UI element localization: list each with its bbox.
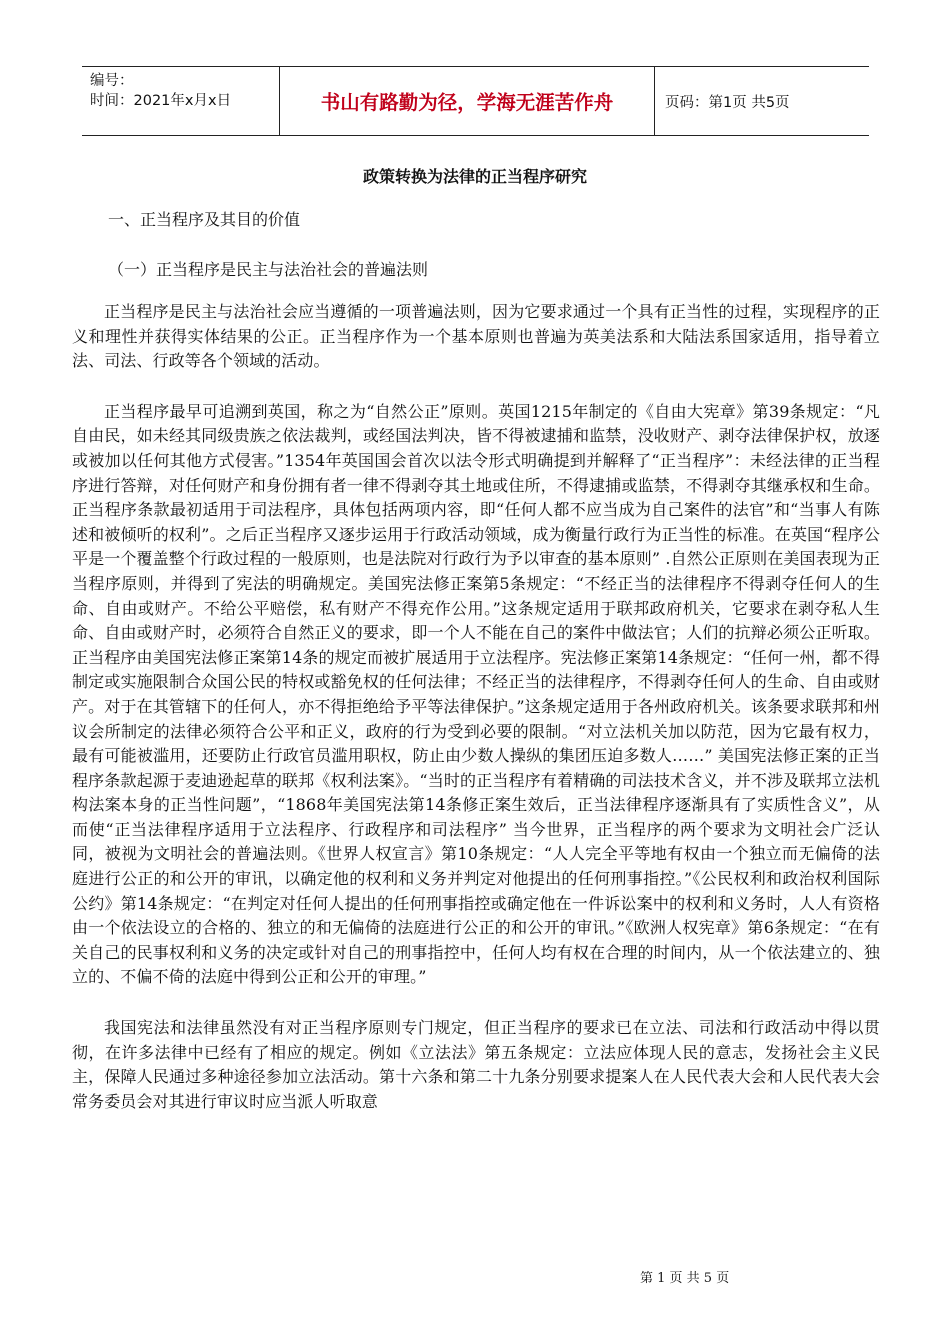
header-number-label: 编号： — [90, 73, 134, 89]
paragraph-1: 正当程序是民主与法治社会应当遵循的一项普遍法则，因为它要求通过一个具有正当性的过程，实现程序的正义和理性并获得实体结果的公正。正当程序作为一个基本原则也普遍为英美法系和大陆法系国家适用，指导着立法、司法、行政等各个领域的活动。 — [72, 302, 880, 371]
header-meta — [82, 67, 280, 135]
header-date: 时间：2021年x月x日 — [90, 93, 232, 109]
document-title: 政策转换为法律的正当程序研究 — [362, 167, 587, 186]
header-motto: 书山有路勤为径，学海无涯苦作舟 — [280, 67, 655, 135]
paragraph-2: 正当程序最早可追溯到英国，称之为“自然公正”原则。英国1215年制定的《自由大宪章》第39条规定：“凡自由民，如未经其同级贵族之依法裁判，或经国法判决，皆不得被逮捕和监禁，没收财产、剥夺法律保护权，放逐或被加以任何其他方式侵害。”1354年英国国会首次以法令形式明确提到并解释了“正当程序”：未经法律的正当程序进行答辩，对任何财产和身份拥有者一律不得剥夺其土地或住所，不得逮捕或监禁，不得剥夺其继承权和生命。正当程序条款最初适用于司法程序，具体包括两项内容，即“任何人都不应当成为自己案件的法官”和“当事人有陈述和被倾听的权利”。之后正当程序又逐步运用于行政活动领域，成为衡量行政行为正当性的标准。在英国“程序公平是一个覆盖整个行政过程的一般原则，也是法院对行政行为予以审查的基本原则” .自然公正原则在美国表现为正当程序原则，并得到了宪法的明确规定。美国宪法修正案第5条规定：“不经正当的法律程序不得剥夺任何人的生命、自由或财产。不给公平赔偿，私有财产不得充作公用。”这条规定适用于联邦政府机关，它要求在剥夺私人生命、自由或财产时，必须符合自然正义的要求，即一个人不能在自己的案件中做法官；人们的抗辩必须公正听取。正当程序由美国宪法修正案第14条的规定而被扩展适用于立法程序。宪法修正案第14条规定：“任何一州，都不得制定或实施限制合众国公民的特权或豁免权的任何法律；不经正当的法律程序，不得剥夺任何人的生命、自由或财产。对于在其管辖下的任何人，亦不得拒绝给予平等法律保护。”这条规定适用于各州政府机关。该条要求联邦和州议会所制定的法律必须符合公平和正义，政府的行为受到必要的限制。“对立法机关加以防范，因为它最有权力，最有可能被滥用，还要防止行政官员滥用职权，防止由少数人操纵的集团压迫多数人……” 美国宪法修正案的正当程序条款起源于麦迪逊起草的联邦《权利法案》。“当时的正当程序有着精确的司法技术含义，并不涉及联邦立法机构法案本身的正当性问题”，“1868年美国宪法第14条修正案生效后，正当法律程序逐渐具有了实质性含义”，从而使“正当法律程序适用于立法程序、行政程序和司法程序” 当今世界，正当程序的两个要求为文明社会广泛认同，被视为文明社会的普遍法则。《世界人权宣言》第10条规定：“人人完全平等地有权由一个独立而无偏倚的法庭进行公正的和公开的审讯，以确定他的权利和义务并判定对他提出的任何刑事指控。”《公民权利和政治权利国际公约》第14条规定：“在判定对任何人提出的任何刑事指控或确定他在一件诉讼案中的权利和义务时，人人有资格由一个依法设立的合格的、独立的和无偏倚的法庭进行公正的和公开的审讯。”《欧洲人权宪章》第6条规定：“在有关自己的民事权利和义务的决定或针对自己的刑事指控中，任何人均有权在合理的时间内，从一个依法建立的、独立的、不偏不倚的法庭中得到公正和公开的审理。” — [72, 401, 880, 987]
paragraph-3: 我国宪法和法律虽然没有对正当程序原则专门规定，但正当程序的要求已在立法、司法和行政活动中得以贯彻，在许多法律中已经有了相应的规定。例如《立法法》第五条规定：立法应体现人民的意志，发扬社会主义民主，保障人民通过多种途径参加立法活动。第十六条和第二十九条分别要求提案人在人民代表大会和人民代表大会常务委员会对其进行审议时应当派人听取意 — [72, 1018, 880, 1111]
page-footer: 第 1 页 共 5 页 — [640, 1271, 730, 1286]
subsection-heading: （一）正当程序是民主与法治社会的普遍法则 — [108, 260, 429, 279]
page-header — [82, 66, 869, 136]
document-body — [72, 300, 880, 1114]
header-page-info: 页码：第1页 共5页 — [665, 94, 790, 111]
section-heading: 一、正当程序及其目的价值 — [108, 210, 301, 229]
